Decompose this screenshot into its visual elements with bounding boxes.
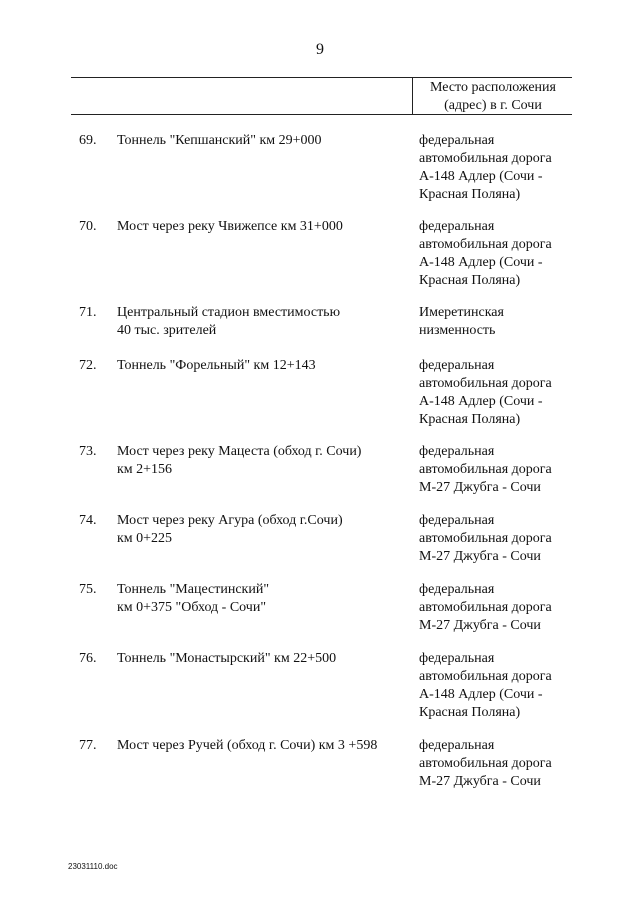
row-location-line: федеральная xyxy=(419,444,495,459)
row-location-line: автомобильная дорога xyxy=(419,600,552,615)
row-location-line: федеральная xyxy=(419,651,495,666)
row-location-line: А-148 Адлер (Сочи - xyxy=(419,687,543,702)
row-number: 71. xyxy=(79,305,97,320)
row-location xyxy=(419,218,579,290)
row-object-name-line: Мост через реку Мацеста (обход г. Сочи) xyxy=(117,444,362,459)
row-number: 73. xyxy=(79,444,97,459)
row-location-line: федеральная xyxy=(419,513,495,528)
row-object-name-line: Тоннель "Кепшанский" км 29+000 xyxy=(117,133,322,148)
table-header-location xyxy=(415,79,571,115)
row-object-name-line: Мост через реку Чвижепсе км 31+000 xyxy=(117,219,343,234)
row-object-name xyxy=(117,737,402,755)
row-location-line: М-27 Джубга - Сочи xyxy=(419,774,541,789)
row-location xyxy=(419,650,579,722)
page-number: 9 xyxy=(316,41,324,58)
row-location-line: М-27 Джубга - Сочи xyxy=(419,618,541,633)
row-object-name xyxy=(117,512,402,548)
row-location-line: А-148 Адлер (Сочи - xyxy=(419,255,543,270)
row-location-line: Красная Поляна) xyxy=(419,412,521,427)
row-location-line: автомобильная дорога xyxy=(419,376,552,391)
row-location-line: Красная Поляна) xyxy=(419,187,521,202)
row-location xyxy=(419,512,579,566)
row-location-line: Красная Поляна) xyxy=(419,273,521,288)
row-number: 70. xyxy=(79,219,97,234)
row-location-line: М-27 Джубга - Сочи xyxy=(419,480,541,495)
row-number: 75. xyxy=(79,582,97,597)
row-location-line: федеральная xyxy=(419,219,495,234)
row-location-line: автомобильная дорога xyxy=(419,462,552,477)
row-object-name xyxy=(117,218,402,236)
row-number: 72. xyxy=(79,358,97,373)
row-location xyxy=(419,581,579,635)
row-location xyxy=(419,737,579,791)
row-object-name-line: Тоннель "Мацестинский" xyxy=(117,582,270,597)
table-header-location-line-1: Место расположения xyxy=(430,80,556,95)
row-object-name-line: Центральный стадион вместимостью xyxy=(117,305,341,320)
row-location-line: автомобильная дорога xyxy=(419,151,552,166)
row-location-line: А-148 Адлер (Сочи - xyxy=(419,394,543,409)
row-object-name xyxy=(117,132,402,150)
row-object-name-line: Мост через Ручей (обход г. Сочи) км 3 +598 xyxy=(117,738,378,753)
row-object-name-line: 40 тыс. зрителей xyxy=(117,323,217,338)
row-location-line: М-27 Джубга - Сочи xyxy=(419,549,541,564)
row-object-name-line: км 0+375 "Обход - Сочи" xyxy=(117,600,267,615)
row-object-name xyxy=(117,581,402,617)
row-location xyxy=(419,304,579,340)
table-header-location-line-2: (адрес) в г. Сочи xyxy=(444,98,542,113)
row-object-name xyxy=(117,357,402,375)
row-location-line: автомобильная дорога xyxy=(419,237,552,252)
row-object-name-line: Тоннель "Форельный" км 12+143 xyxy=(117,358,316,373)
row-location xyxy=(419,443,579,497)
row-location-line: автомобильная дорога xyxy=(419,531,552,546)
row-object-name-line: км 2+156 xyxy=(117,462,173,477)
row-location xyxy=(419,357,579,429)
row-location-line: низменность xyxy=(419,323,496,338)
row-number: 77. xyxy=(79,738,97,753)
row-object-name-line: Мост через реку Агура (обход г.Сочи) xyxy=(117,513,343,528)
row-number: 76. xyxy=(79,651,97,666)
row-object-name xyxy=(117,304,402,340)
row-location-line: федеральная xyxy=(419,133,495,148)
table-header-top-rule xyxy=(71,77,572,78)
row-number: 74. xyxy=(79,513,97,528)
row-location-line: федеральная xyxy=(419,738,495,753)
table-header-bottom-rule xyxy=(71,114,572,115)
row-number: 69. xyxy=(79,133,97,148)
row-location-line: автомобильная дорога xyxy=(419,756,552,771)
row-location-line: А-148 Адлер (Сочи - xyxy=(419,169,543,184)
row-location-line: автомобильная дорога xyxy=(419,669,552,684)
table-header-column-divider xyxy=(412,78,413,114)
row-object-name-line: Тоннель "Монастырский" км 22+500 xyxy=(117,651,337,666)
row-location-line: федеральная xyxy=(419,582,495,597)
row-location-line: Красная Поляна) xyxy=(419,705,521,720)
row-object-name-line: км 0+225 xyxy=(117,531,173,546)
row-object-name xyxy=(117,650,402,668)
row-location-line: федеральная xyxy=(419,358,495,373)
footer-filename: 23031110.doc xyxy=(68,862,118,871)
row-location-line: Имеретинская xyxy=(419,305,504,320)
row-object-name xyxy=(117,443,402,479)
row-location xyxy=(419,132,579,204)
